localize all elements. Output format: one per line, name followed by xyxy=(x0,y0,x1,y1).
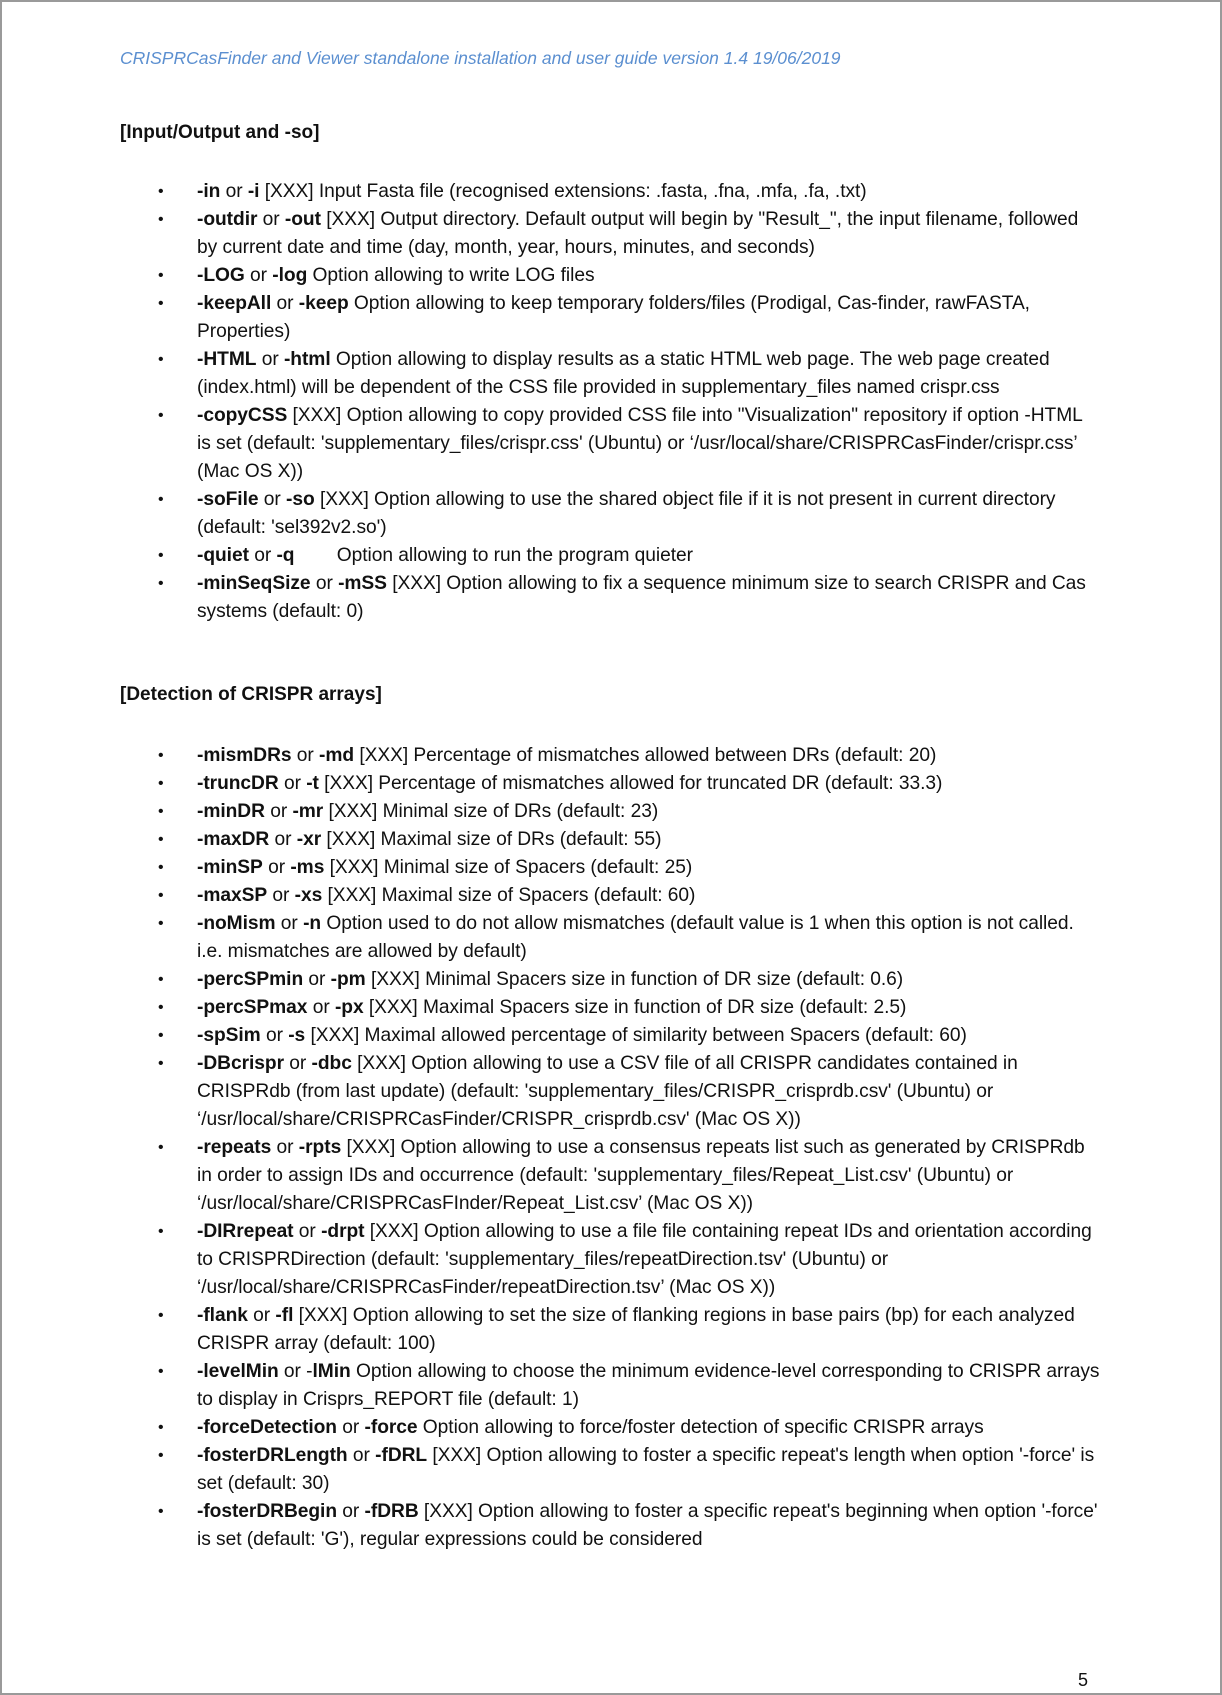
option-item xyxy=(120,742,1100,770)
option-alias: -t xyxy=(306,773,319,794)
option-description: [XXX] Maximal allowed percentage of similarity between Spacers (default: 60) xyxy=(305,1025,967,1046)
option-flag: -fosterDRLength xyxy=(197,1445,348,1466)
option-item xyxy=(120,1022,1100,1050)
option-flag: -truncDR xyxy=(197,773,279,794)
option-flag: -spSim xyxy=(197,1025,261,1046)
option-item xyxy=(120,1302,1100,1358)
option-separator: or xyxy=(262,857,291,878)
option-item xyxy=(120,994,1100,1022)
option-flag: -outdir xyxy=(197,209,258,230)
option-separator: or xyxy=(248,545,277,566)
option-description: Option used to do not allow mismatches (default value is 1 when this option is not called. i.e. mismatches are allowed by default) xyxy=(197,913,1080,962)
option-separator: or xyxy=(264,801,293,822)
option-alias: -n xyxy=(303,913,322,934)
bullet-icon: • xyxy=(158,887,164,904)
option-description: Option allowing to keep temporary folders/files (Prodigal, Cas-finder, rawFASTA, Properties) xyxy=(197,293,1036,342)
option-flag: -maxSP xyxy=(197,885,268,906)
option-alias: -q xyxy=(276,545,295,566)
option-flag: -forceDetection xyxy=(197,1417,337,1438)
option-item xyxy=(120,486,1100,542)
bullet-icon: • xyxy=(158,491,164,508)
option-flag: -mismDRs xyxy=(197,745,292,766)
option-alias: -fDRB xyxy=(364,1501,419,1522)
option-alias: -ms xyxy=(290,857,325,878)
option-description: Option allowing to choose the minimum evidence-level corresponding to CRISPR arrays to display in Crisprs_REPORT file (default: 1) xyxy=(197,1361,1105,1410)
option-item xyxy=(120,402,1100,486)
bullet-icon: • xyxy=(158,407,164,424)
option-alias: -keep xyxy=(298,293,349,314)
bullet-icon: • xyxy=(158,183,164,200)
section-title-input-output: [Input/Output and -so] xyxy=(120,122,320,143)
option-description: [XXX] Option allowing to fix a sequence minimum size to search CRISPR and Cas systems (default: 0) xyxy=(197,573,1092,622)
option-flag: -minSP xyxy=(197,857,263,878)
option-item xyxy=(120,1414,1100,1442)
option-alias: -log xyxy=(272,265,308,286)
option-item xyxy=(120,178,1100,206)
option-alias: -rpts xyxy=(298,1137,342,1158)
option-alias: -html xyxy=(283,349,331,370)
option-alias: -fDRL xyxy=(375,1445,428,1466)
option-separator: or xyxy=(293,1221,322,1242)
option-description: [XXX] Maximal Spacers size in function of DR size (default: 2.5) xyxy=(363,997,907,1018)
bullet-icon: • xyxy=(158,859,164,876)
option-item xyxy=(120,206,1100,262)
option-separator: or - xyxy=(278,1361,313,1382)
option-description: [XXX] Option allowing to foster a specific repeat's beginning when option '-force' is set (default: 'G'), regular expressions could be considered xyxy=(197,1501,1103,1550)
option-item xyxy=(120,1218,1100,1302)
option-description: Option allowing to run the program quieter xyxy=(294,545,694,566)
option-description: [XXX] Option allowing to use the shared object file if it is not present in current directory (default: 'sel392v2.so') xyxy=(197,489,1061,538)
option-item xyxy=(120,770,1100,798)
bullet-icon: • xyxy=(158,775,164,792)
option-separator: or xyxy=(307,997,335,1018)
option-separator: or xyxy=(347,1445,376,1466)
option-description: [XXX] Option allowing to set the size of flanking regions in base pairs (bp) for each analyzed CRISPR array (default: 100) xyxy=(197,1305,1080,1354)
bullet-icon: • xyxy=(158,915,164,932)
bullet-icon: • xyxy=(158,295,164,312)
option-description: [XXX] Option allowing to use a file file containing repeat IDs and orientation according to CRISPRDirection (default: 'supplementary_files/repeatDirection.tsv' (Ubuntu) or ‘/usr/local/share/CRISPRCasFinder/repeatDirection.tsv’ (Mac OS X)) xyxy=(197,1221,1098,1298)
option-separator: or xyxy=(244,265,273,286)
option-separator: or xyxy=(257,209,285,230)
bullet-icon: • xyxy=(158,999,164,1016)
bullet-icon: • xyxy=(158,803,164,820)
option-description: [XXX] Maximal size of Spacers (default: 60) xyxy=(322,885,696,906)
option-flag: -DIRrepeat xyxy=(197,1221,294,1242)
option-flag: -quiet xyxy=(197,545,249,566)
bullet-icon: • xyxy=(158,1223,164,1240)
option-flag: -percSPmax xyxy=(197,997,308,1018)
option-alias: -px xyxy=(334,997,364,1018)
option-separator: or xyxy=(291,745,320,766)
option-description: [XXX] Input Fasta file (recognised extensions: .fasta, .fna, .mfa, .fa, .txt) xyxy=(259,181,867,202)
bullet-icon: • xyxy=(158,747,164,764)
option-alias: -mSS xyxy=(338,573,387,594)
option-description: [XXX] Percentage of mismatches allowed for truncated DR (default: 33.3) xyxy=(318,773,943,794)
option-alias: -dbc xyxy=(311,1053,352,1074)
option-separator: or xyxy=(303,969,331,990)
option-item xyxy=(120,1498,1103,1554)
option-flag: -percSPmin xyxy=(197,969,304,990)
option-alias: lMin xyxy=(312,1361,351,1382)
option-alias: -fl xyxy=(275,1305,294,1326)
option-alias: -xs xyxy=(294,885,323,906)
option-item xyxy=(120,854,1100,882)
bullet-icon: • xyxy=(158,1503,164,1520)
bullet-icon: • xyxy=(158,1027,164,1044)
page-number: 5 xyxy=(1077,1670,1088,1690)
option-alias: -i xyxy=(247,181,260,202)
option-flag: -in xyxy=(197,181,221,202)
option-description: [XXX] Option allowing to copy provided CSS file into "Visualization" repository if option -HTML is set (default: 'supplementary_files/crispr.css' (Ubuntu) or ‘/usr/local/share/CRISPRCasFinder/crispr.css’ (Mac OS X)) xyxy=(197,405,1088,482)
option-flag: -repeats xyxy=(197,1137,272,1158)
option-alias: -out xyxy=(284,209,321,230)
bullet-icon: • xyxy=(158,831,164,848)
option-description: [XXX] Option allowing to foster a specific repeat's length when option '-force' is set (default: 30) xyxy=(197,1445,1100,1494)
option-alias: -so xyxy=(286,489,315,510)
option-separator: or xyxy=(267,885,295,906)
bullet-icon: • xyxy=(158,547,164,564)
bullet-icon: • xyxy=(158,1139,164,1156)
bullet-icon: • xyxy=(158,1307,164,1324)
option-flag: -noMism xyxy=(197,913,276,934)
option-alias: -s xyxy=(288,1025,306,1046)
option-separator: or xyxy=(310,573,339,594)
option-item xyxy=(120,570,1100,626)
option-flag: -fosterDRBegin xyxy=(197,1501,338,1522)
bullet-icon: • xyxy=(158,1447,164,1464)
option-flag: -flank xyxy=(197,1305,248,1326)
option-item xyxy=(120,1358,1105,1414)
bullet-icon: • xyxy=(158,211,164,228)
option-description: Option allowing to force/foster detection of specific CRISPR arrays xyxy=(417,1417,984,1438)
option-description: [XXX] Minimal Spacers size in function of DR size (default: 0.6) xyxy=(365,969,904,990)
option-item xyxy=(120,346,1100,402)
option-item xyxy=(120,290,1100,346)
option-description: [XXX] Option allowing to use a CSV file of all CRISPR candidates contained in CRISPRdb (from last update) (default: 'supplementary_files/CRISPR_crisprdb.csv' (Ubuntu) or ‘/usr/local/share/CRISPRCasFinder/CRISPR_crisprdb.csv' (Mac OS X)) xyxy=(197,1053,1024,1130)
option-item xyxy=(120,966,1100,994)
option-separator: or xyxy=(256,349,284,370)
option-item xyxy=(120,910,1100,966)
option-description: [XXX] Option allowing to use a consensus repeats list such as generated by CRISPRdb in order to assign IDs and occurrence (default: 'supplementary_files/Repeat_List.csv' (Ubuntu) or ‘/usr/local/share/CRISPRCasFInder/Repeat_List.csv’ (Mac OS X)) xyxy=(197,1137,1090,1214)
option-alias: -md xyxy=(319,745,355,766)
option-separator: or xyxy=(337,1501,365,1522)
option-separator: or xyxy=(269,829,297,850)
option-separator: or xyxy=(336,1417,365,1438)
option-item xyxy=(120,1442,1100,1498)
option-separator: or xyxy=(258,489,287,510)
option-item xyxy=(120,826,1100,854)
option-item xyxy=(120,262,1100,290)
option-alias: -force xyxy=(364,1417,418,1438)
option-flag: -copyCSS xyxy=(197,405,288,426)
crispr-detection-options-list xyxy=(120,742,1105,1554)
option-separator: or xyxy=(271,293,299,314)
option-separator: or xyxy=(271,1137,299,1158)
bullet-icon: • xyxy=(158,351,164,368)
option-alias: -drpt xyxy=(321,1221,365,1242)
option-item xyxy=(120,798,1100,826)
bullet-icon: • xyxy=(158,1363,164,1380)
running-header: CRISPRCasFinder and Viewer standalone installation and user guide version 1.4 19/06/2019 xyxy=(120,48,841,68)
option-alias: -pm xyxy=(330,969,366,990)
option-description: Option allowing to display results as a static HTML web page. The web page created (index.html) will be dependent of the CSS file provided in supplementary_files named crispr.css xyxy=(197,349,1055,398)
bullet-icon: • xyxy=(158,971,164,988)
option-item xyxy=(120,1134,1100,1218)
option-item xyxy=(120,882,1100,910)
option-flag: -maxDR xyxy=(197,829,270,850)
option-alias: -xr xyxy=(296,829,322,850)
option-separator: or xyxy=(247,1305,276,1326)
option-flag: -levelMin xyxy=(197,1361,279,1382)
option-flag: -LOG xyxy=(197,265,245,286)
option-flag: -HTML xyxy=(197,349,257,370)
option-separator: or xyxy=(275,913,304,934)
option-separator: or xyxy=(220,181,248,202)
option-flag: -keepAll xyxy=(197,293,272,314)
option-description: [XXX] Output directory. Default output will begin by "Result_", the input filename, followed by current date and time (day, month, year, hours, minutes, and seconds) xyxy=(197,209,1084,258)
option-flag: -DBcrispr xyxy=(197,1053,284,1074)
bullet-icon: • xyxy=(158,1419,164,1436)
option-item xyxy=(120,542,1100,570)
option-description: [XXX] Minimal size of Spacers (default: 25) xyxy=(324,857,693,878)
option-flag: -soFile xyxy=(197,489,259,510)
option-separator: or xyxy=(278,773,307,794)
bullet-icon: • xyxy=(158,575,164,592)
option-description: [XXX] Minimal size of DRs (default: 23) xyxy=(323,801,659,822)
input-output-options-list xyxy=(120,178,1100,626)
bullet-icon: • xyxy=(158,267,164,284)
option-separator: or xyxy=(283,1053,312,1074)
option-description: Option allowing to write LOG files xyxy=(307,265,595,286)
option-item xyxy=(120,1050,1100,1134)
option-alias: -mr xyxy=(292,801,324,822)
option-flag: -minDR xyxy=(197,801,265,822)
option-description: [XXX] Percentage of mismatches allowed between DRs (default: 20) xyxy=(354,745,937,766)
option-separator: or xyxy=(260,1025,289,1046)
option-description: [XXX] Maximal size of DRs (default: 55) xyxy=(321,829,662,850)
option-flag: -minSeqSize xyxy=(197,573,311,594)
bullet-icon: • xyxy=(158,1055,164,1072)
section-title-crispr-detection: [Detection of CRISPR arrays] xyxy=(120,684,382,705)
